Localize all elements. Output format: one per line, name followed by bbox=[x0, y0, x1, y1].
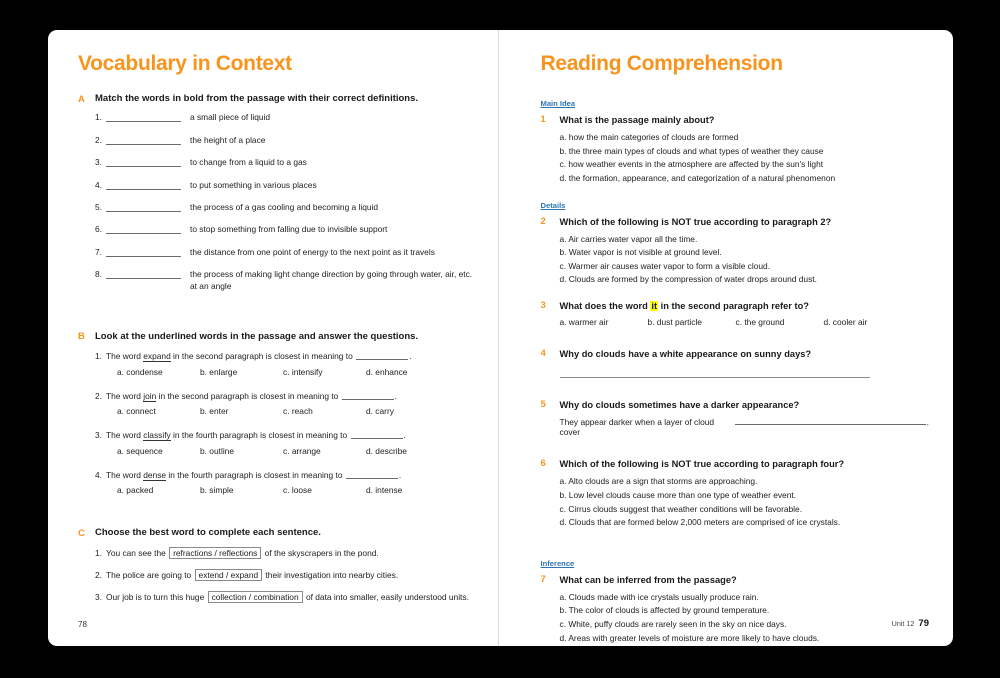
option-c[interactable]: c. White, puffy clouds are rarely seen in the sky on nice days. bbox=[559, 619, 787, 630]
option-list bbox=[560, 591, 930, 645]
item-definition: a small piece of liquid bbox=[190, 112, 271, 123]
page-title-vocabulary: Vocabulary in Context bbox=[78, 52, 292, 75]
match-item bbox=[95, 247, 476, 259]
option-c[interactable]: c. loose bbox=[283, 485, 312, 496]
question-stem: Why do clouds have a white appearance on sunny days? bbox=[559, 349, 812, 360]
question-number: 7 bbox=[540, 573, 546, 585]
option-b[interactable]: b. simple bbox=[200, 485, 234, 496]
underlined-word: expand bbox=[143, 350, 171, 361]
highlighted-word: it bbox=[651, 301, 658, 312]
option-c[interactable]: c. reach bbox=[283, 406, 313, 417]
exercise-b bbox=[78, 331, 476, 496]
reading-question-2 bbox=[541, 216, 930, 288]
category-label-inference: Inference bbox=[540, 558, 575, 568]
unit-label: Unit 12 bbox=[891, 619, 915, 628]
option-c[interactable]: c. how weather events in the atmosphere are affected by the sun's light bbox=[559, 159, 824, 170]
option-b[interactable]: b. enlarge bbox=[200, 366, 238, 377]
option-row bbox=[560, 317, 930, 327]
sentence-text bbox=[106, 591, 476, 604]
option-a[interactable]: a. condense bbox=[117, 366, 163, 377]
vocab-question bbox=[95, 469, 476, 496]
sentence-before: You can see the bbox=[106, 547, 169, 558]
option-b[interactable]: b. outline bbox=[200, 445, 234, 456]
exercise-a-letter: A bbox=[78, 93, 85, 105]
option-a[interactable]: a. sequence bbox=[117, 445, 163, 456]
item-definition: to stop something from falling due to invisible support bbox=[190, 224, 388, 235]
vocab-question bbox=[95, 429, 476, 456]
exercise-a-items bbox=[95, 112, 476, 293]
question-number: 5 bbox=[540, 399, 546, 411]
item-number: 2. bbox=[95, 134, 102, 145]
answer-write-line[interactable] bbox=[560, 365, 870, 378]
option-d[interactable]: d. carry bbox=[366, 406, 394, 417]
sentence-item bbox=[95, 591, 476, 604]
option-row bbox=[117, 446, 476, 456]
stem-after: in the fourth paragraph is closest in meaning to bbox=[170, 430, 350, 441]
stem-before: The word bbox=[106, 350, 144, 361]
exercise-b-letter: B bbox=[78, 331, 85, 343]
reading-question-1 bbox=[541, 114, 930, 186]
spacer bbox=[541, 380, 930, 399]
stem-after: in the second paragraph refer to? bbox=[658, 301, 809, 312]
underlined-word: dense bbox=[143, 469, 167, 480]
item-number: 1. bbox=[95, 547, 102, 558]
item-number: 3. bbox=[95, 591, 102, 602]
option-row bbox=[117, 485, 476, 495]
reading-question-5 bbox=[541, 399, 930, 437]
item-definition: the process of a gas cooling and becoming a liquid bbox=[190, 202, 379, 213]
sentence-after: of data into smaller, easily understood units. bbox=[303, 591, 469, 602]
category-label-main-idea: Main Idea bbox=[540, 99, 576, 108]
match-item bbox=[95, 269, 476, 293]
option-list bbox=[560, 131, 930, 185]
sentence-item bbox=[95, 547, 476, 560]
answer-blank[interactable] bbox=[735, 416, 926, 425]
exercise-b-items bbox=[95, 350, 476, 495]
stem-before: The word bbox=[106, 469, 144, 480]
answer-blank[interactable] bbox=[106, 247, 181, 257]
question-stem: The word expand in the second paragraph is closest in meaning to . bbox=[106, 350, 412, 361]
spacer bbox=[78, 304, 476, 331]
item-definition: the process of making light change direction by going through water, air, etc. at an angle bbox=[190, 269, 473, 292]
option-a[interactable]: a. Alto clouds are a sign that storms are approaching. bbox=[559, 476, 758, 487]
word-choice-box[interactable]: collection / combination bbox=[208, 591, 303, 604]
question-number: 2 bbox=[540, 215, 546, 227]
exercise-b-header bbox=[78, 331, 476, 343]
question-stem: Why do clouds sometimes have a darker appearance? bbox=[559, 400, 800, 411]
answer-sentence bbox=[560, 416, 930, 437]
answer-blank[interactable] bbox=[106, 112, 181, 122]
match-item bbox=[95, 180, 476, 192]
reading-question-6 bbox=[541, 458, 930, 530]
sentence-before: The police are going to bbox=[106, 569, 194, 580]
question-stem: Which of the following is NOT true according to paragraph four? bbox=[559, 459, 845, 470]
sentence-text bbox=[106, 547, 476, 560]
sentence-item bbox=[95, 569, 476, 582]
option-b[interactable]: b. the three main types of clouds and what types of weather they cause bbox=[559, 145, 824, 156]
option-d[interactable]: d. the formation, appearance, and categorization of a natural phenomenon bbox=[559, 172, 836, 183]
answer-blank[interactable] bbox=[351, 431, 403, 439]
question-stem: What is the passage mainly about? bbox=[559, 115, 715, 125]
stem-after: in the fourth paragraph is closest in meaning to bbox=[166, 469, 345, 480]
spacer bbox=[78, 508, 476, 527]
option-d[interactable]: d. intense bbox=[366, 485, 403, 496]
option-list bbox=[560, 475, 930, 529]
item-number: 4. bbox=[95, 179, 102, 190]
left-page bbox=[48, 30, 498, 646]
category-label-details: Details bbox=[540, 200, 566, 210]
item-definition: the height of a place bbox=[190, 134, 266, 145]
option-a[interactable]: a. how the main categories of clouds are formed bbox=[559, 132, 739, 143]
option-c[interactable]: c. the ground bbox=[735, 317, 785, 328]
item-number: 6. bbox=[95, 224, 102, 235]
word-choice-box[interactable]: extend / expand bbox=[195, 569, 263, 582]
option-d[interactable]: d. describe bbox=[366, 445, 407, 456]
exercise-c-header bbox=[78, 527, 476, 539]
answer-blank[interactable] bbox=[106, 180, 181, 190]
item-number: 4. bbox=[95, 469, 102, 480]
option-b[interactable]: b. enter bbox=[200, 406, 229, 417]
item-definition: to put something in various places bbox=[190, 179, 317, 190]
option-c[interactable]: c. Warmer air causes water vapor to form a visible cloud. bbox=[559, 260, 771, 271]
exercise-a bbox=[78, 93, 476, 293]
option-d[interactable]: d. enhance bbox=[366, 366, 408, 377]
question-stem: The word dense in the fourth paragraph is closest in meaning to . bbox=[106, 469, 402, 480]
answer-blank[interactable] bbox=[106, 224, 181, 234]
exercise-b-instruction: Look at the underlined words in the passage and answer the questions. bbox=[95, 330, 419, 342]
right-page bbox=[499, 30, 954, 646]
answer-blank[interactable] bbox=[342, 392, 394, 400]
item-number: 1. bbox=[95, 350, 102, 361]
page-number-left: 78 bbox=[78, 620, 87, 629]
reading-question-4 bbox=[541, 348, 930, 378]
exercise-a-header bbox=[78, 93, 476, 105]
answer-prefix: They appear darker when a layer of cloud cover bbox=[559, 417, 715, 438]
option-c[interactable]: c. arrange bbox=[283, 445, 321, 456]
match-item bbox=[95, 135, 476, 147]
item-number: 3. bbox=[95, 430, 102, 441]
question-number: 1 bbox=[540, 114, 546, 125]
option-a[interactable]: a. packed bbox=[117, 485, 154, 496]
underlined-word: classify bbox=[143, 430, 171, 441]
item-definition: the distance from one point of energy to the next point as it travels bbox=[190, 246, 435, 257]
question-number: 4 bbox=[540, 348, 546, 360]
stem-after: in the second paragraph is closest in meaning to bbox=[170, 350, 356, 361]
item-number: 8. bbox=[95, 269, 102, 280]
question-number: 6 bbox=[540, 458, 546, 470]
match-item bbox=[95, 112, 476, 124]
answer-suffix: . bbox=[926, 417, 929, 428]
question-stem: The word classify in the fourth paragraph is closest in meaning to . bbox=[106, 430, 406, 441]
item-number: 7. bbox=[95, 246, 102, 257]
sentence-after: of the skyscrapers in the pond. bbox=[262, 547, 379, 558]
option-d[interactable]: d. Clouds are formed by the compression of water drops around dust. bbox=[559, 274, 817, 285]
answer-blank[interactable] bbox=[356, 352, 408, 360]
item-number: 1. bbox=[95, 112, 102, 123]
question-stem: Which of the following is NOT true according to paragraph 2? bbox=[559, 216, 832, 227]
option-a[interactable]: a. warmer air bbox=[559, 317, 609, 328]
answer-blank[interactable] bbox=[346, 471, 398, 479]
option-list bbox=[560, 233, 930, 287]
answer-blank[interactable] bbox=[106, 202, 181, 212]
exercise-c-instruction: Choose the best word to complete each sentence. bbox=[95, 527, 321, 539]
match-item bbox=[95, 224, 476, 236]
spacer bbox=[541, 439, 930, 458]
option-d[interactable]: d. Clouds that are formed below 2,000 meters are comprised of ice crystals. bbox=[559, 517, 841, 528]
question-stem bbox=[560, 300, 809, 312]
stem-before: What does the word bbox=[559, 301, 651, 312]
page-number-right: 79 bbox=[918, 618, 929, 629]
exercise-c-letter: C bbox=[78, 527, 85, 539]
option-c[interactable]: c. Cirrus clouds suggest that weather conditions will be favorable. bbox=[559, 503, 803, 514]
question-stem: What can be inferred from the passage? bbox=[559, 574, 737, 585]
stem-before: The word bbox=[106, 430, 144, 441]
option-b[interactable]: b. dust particle bbox=[647, 317, 702, 328]
vocab-question bbox=[95, 390, 476, 417]
item-definition: to change from a liquid to a gas bbox=[190, 157, 307, 168]
sentence-after: their investigation into nearby cities. bbox=[263, 569, 399, 580]
option-c[interactable]: c. intensify bbox=[283, 366, 323, 377]
word-choice-box[interactable]: refractions / reflections bbox=[169, 547, 261, 560]
answer-blank[interactable] bbox=[106, 269, 181, 279]
question-stem: The word join in the second paragraph is closest in meaning to . bbox=[106, 390, 397, 401]
item-number: 3. bbox=[95, 157, 102, 168]
underlined-word: join bbox=[143, 390, 157, 401]
option-a[interactable]: a. Clouds made with ice crystals usually produce rain. bbox=[559, 591, 759, 602]
option-d[interactable]: d. cooler air bbox=[823, 317, 868, 328]
page-title-reading: Reading Comprehension bbox=[540, 52, 783, 75]
textbook-spread bbox=[48, 30, 953, 646]
item-number: 5. bbox=[95, 202, 102, 213]
option-row bbox=[117, 367, 476, 377]
page-footer-right bbox=[892, 618, 929, 629]
item-number: 2. bbox=[95, 569, 102, 580]
sentence-text bbox=[106, 569, 476, 582]
exercise-a-instruction: Match the words in bold from the passage with their correct definitions. bbox=[95, 93, 419, 104]
option-a[interactable]: a. Air carries water vapor all the time. bbox=[559, 233, 698, 244]
reading-question-7 bbox=[541, 574, 930, 646]
option-b[interactable]: b. Water vapor is not visible at ground level. bbox=[559, 247, 722, 258]
option-row bbox=[117, 406, 476, 416]
sentence-before: Our job is to turn this huge bbox=[106, 591, 207, 602]
option-d[interactable]: d. Areas with greater levels of moisture are more likely to have clouds. bbox=[559, 632, 820, 643]
option-b[interactable]: b. Low level clouds cause more than one type of weather event. bbox=[559, 489, 797, 500]
reading-question-3 bbox=[541, 300, 930, 327]
vocab-question bbox=[95, 350, 476, 377]
match-item bbox=[95, 157, 476, 169]
spacer bbox=[541, 289, 930, 300]
spacer bbox=[541, 329, 930, 348]
option-a[interactable]: a. connect bbox=[117, 406, 156, 417]
stem-after: in the second paragraph is closest in meaning to bbox=[156, 390, 341, 401]
item-number: 2. bbox=[95, 390, 102, 401]
exercise-c-items bbox=[95, 547, 476, 604]
exercise-c bbox=[78, 527, 476, 603]
question-number: 3 bbox=[540, 300, 546, 312]
stem-before: The word bbox=[106, 390, 144, 401]
answer-blank[interactable] bbox=[106, 135, 181, 145]
answer-blank[interactable] bbox=[106, 157, 181, 167]
option-b[interactable]: b. The color of clouds is affected by ground temperature. bbox=[559, 605, 770, 616]
match-item bbox=[95, 202, 476, 214]
